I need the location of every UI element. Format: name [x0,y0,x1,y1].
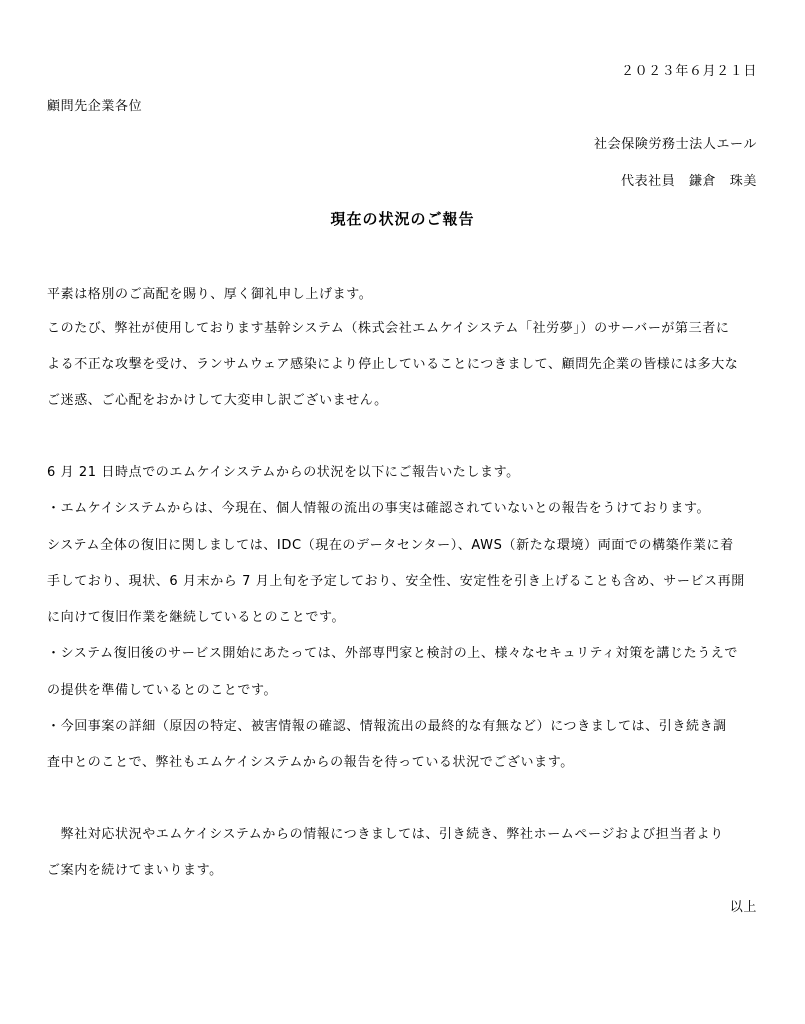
closing-line-2: ご案内を続けてまいります。 [47,863,223,878]
sender-organization: 社会保険労務士法人エール [594,137,757,152]
status-line-1: 6 月 21 日時点でのエムケイシステムからの状況を以下にご報告いたします。 [47,465,520,480]
closing-line-1: 弊社対応状況やエムケイシステムからの情報につきましては、引き続き、弊社ホームページおよび担当者より [47,827,724,842]
status-line-9: 査中とのことで、弊社もエムケイシステムからの報告を待っている状況でございます。 [47,755,574,770]
document-title: 現在の状況のご報告 [330,210,475,228]
status-line-7: の提供を準備しているとのことです。 [47,683,278,698]
intro-line-4: ご迷惑、ご心配をおかけして大変申し訳ございません。 [47,393,388,408]
intro-line-3: よる不正な攻撃を受け、ランサムウェア感染により停止していることにつきまして、顧問先企業の皆様には多大な [47,357,739,372]
recipient: 顧問先企業各位 [47,99,143,114]
sender-representative: 代表社員 鎌倉 珠美 [620,174,757,189]
intro-line-1: 平素は格別のご高配を賜り、厚く御礼申し上げます。 [47,287,373,302]
letter-date: ２０２３年６月２１日 [620,64,757,79]
status-line-6: ・システム復旧後のサービス開始にあたっては、外部専門家と検討の上、様々なセキュリティ対策を講じたうえで [47,646,739,661]
status-line-5: に向けて復旧作業を継続しているとのことです。 [47,610,346,625]
end-mark: 以上 [729,900,757,915]
intro-line-2: このたび、弊社が使用しております基幹システム（株式会社エムケイシステム「社労夢」）のサーバーが第三者に [47,321,730,336]
status-line-8: ・今回事案の詳細（原因の特定、被害情報の確認、情報流出の最終的な有無など）につきましては、引き続き調 [47,719,727,734]
status-line-3: システム全体の復旧に関しましては、IDC（現在のデータセンター）、AWS（新たな環境）両面での構築作業に着 [47,538,734,553]
status-line-4: 手しており、現状、6 月末から 7 月上旬を予定しており、安全性、安定性を引き上げることも含め、サービス再開 [47,574,745,589]
status-line-2: ・エムケイシステムからは、今現在、個人情報の流出の事実は確認されていないとの報告をうけております。 [47,501,711,516]
